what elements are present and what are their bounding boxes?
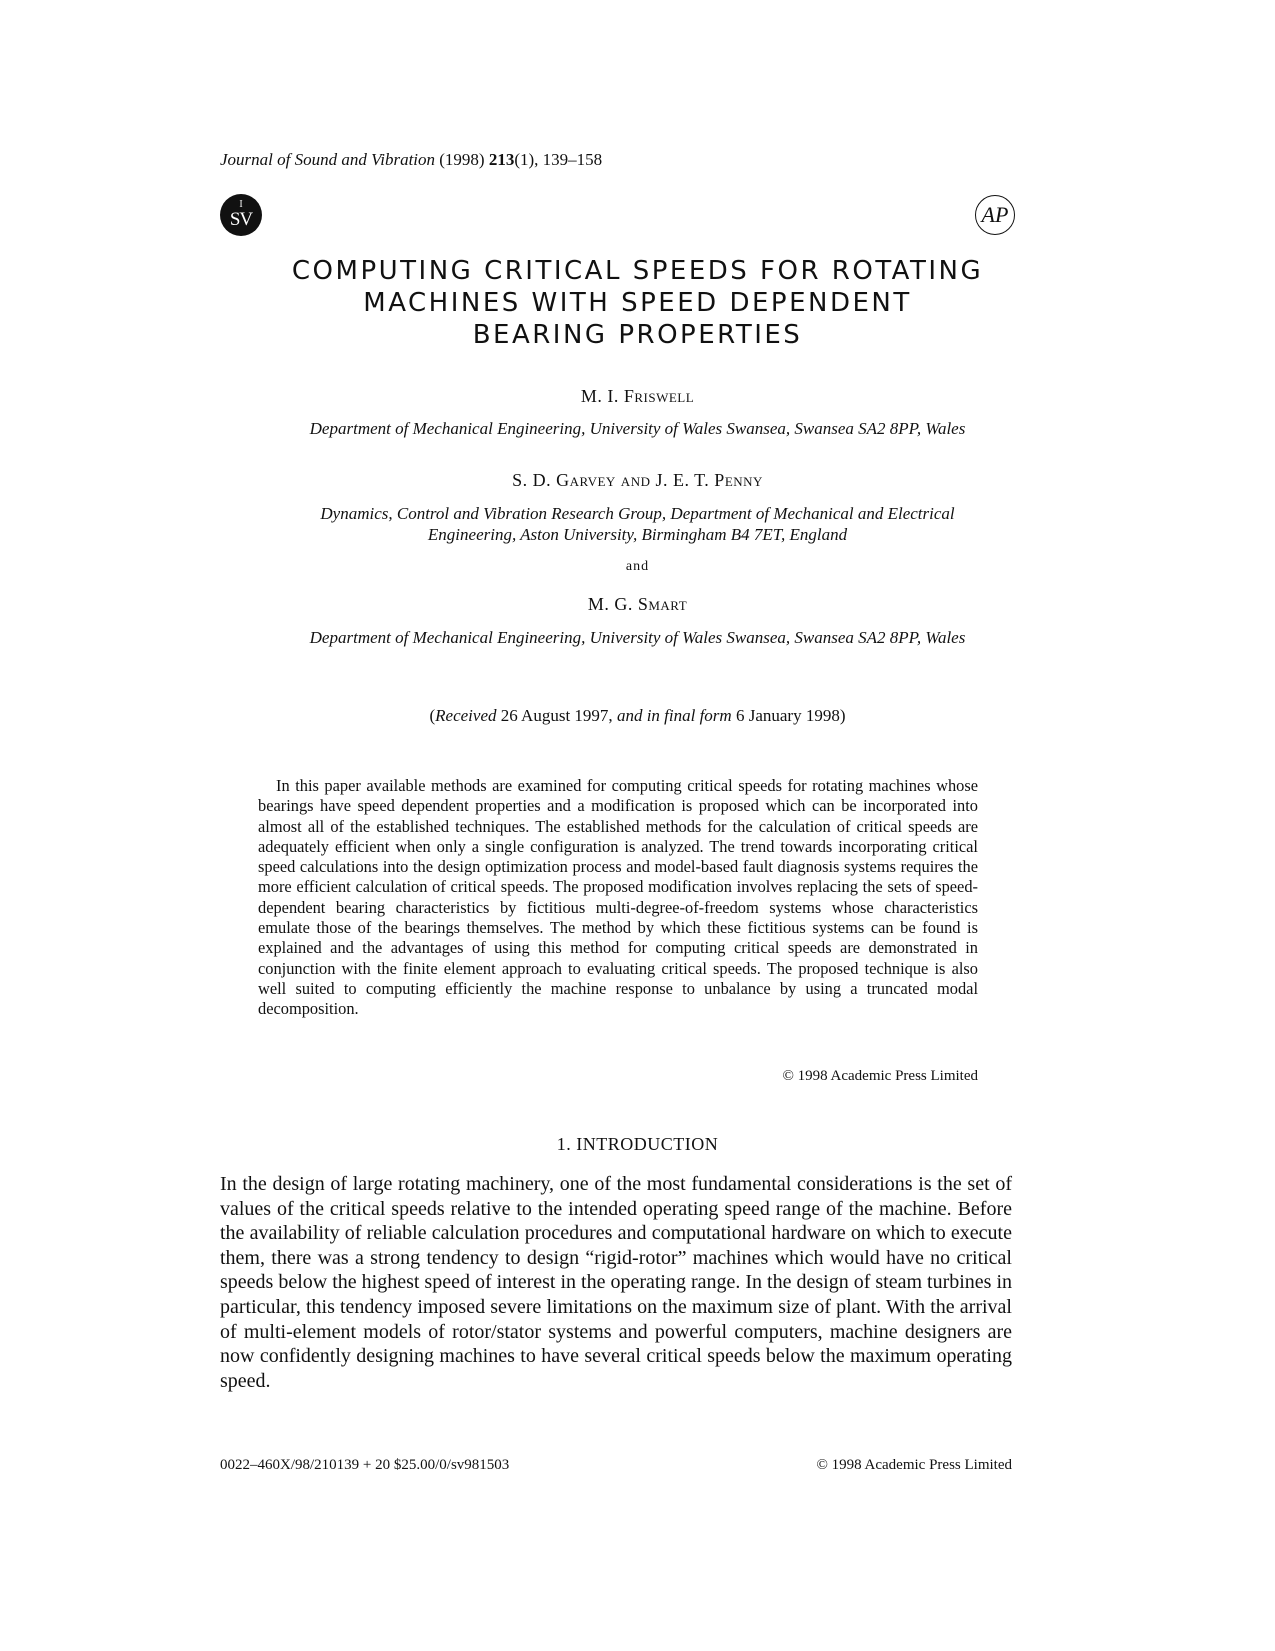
- received-dates: (Received 26 August 1997, and in final form 6 January 1998): [429, 706, 846, 725]
- author-3: M. G. Smart: [587, 594, 688, 614]
- received-date: 26 August 1997,: [496, 706, 617, 725]
- journal-citation: [220, 150, 602, 170]
- sv-logo-letters: SV: [229, 208, 253, 230]
- ap-logo: [975, 195, 1015, 235]
- sv-logo: [220, 194, 262, 236]
- footer-copyright: © 1998 Academic Press Limited: [816, 1457, 1012, 1473]
- final-form-phrase: and in final form: [616, 706, 732, 725]
- abstract-text: In this paper available methods are examined for computing critical speeds for rotating machines whose bearings have speed dependent properties and a modification is proposed which can be incorporated into almost all of the established techniques. The established methods for the calculation of critical speeds are adequately efficient when only a single configuration is analyzed. The trend towards incorporating critical speed calculations into the design optimization process and model-based fault diagnosis systems requires the more efficient calculation of critical speeds. The proposed modification involves replacing the sets of speed-dependent bearing characteristics by fictitious multi-degree-of-freedom systems whose characteristics emulate those of the bearings themselves. The method by which these fictitious systems can be found is explained and the advantages of using this method for computing critical speeds are demonstrated in conjunction with the finite element approach to evaluating critical speeds. The proposed technique is also well suited to computing efficiently the machine response to unbalance by using a truncated modal decomposition.: [258, 776, 978, 1019]
- journal-issue-pages: (1), 139–158: [514, 150, 603, 169]
- ap-logo-letters: AP: [981, 202, 1009, 227]
- final-date: 6 January 1998: [731, 706, 840, 725]
- footer-code: 0022–460X/98/210139 + 20 $25.00/0/sv981503: [220, 1457, 510, 1473]
- paper-title: [220, 255, 1055, 351]
- author-2-affiliation: Dynamics, Control and Vibration Research Group, Department of Mechanical and Electrical Engineering, Aston University, Birmingham B4 7ET, England: [320, 504, 955, 544]
- sv-logo-top: I: [239, 198, 243, 210]
- title-line: BEARING PROPERTIES: [472, 320, 803, 350]
- journal-year: (1998): [439, 150, 485, 169]
- title-line: COMPUTING CRITICAL SPEEDS FOR ROTATING: [291, 256, 984, 286]
- author-1-affiliation: Department of Mechanical Engineering, University of Wales Swansea, Swansea SA2 8PP, Wales: [309, 419, 966, 438]
- title-line: MACHINES WITH SPEED DEPENDENT: [363, 288, 912, 318]
- received-word: Received: [435, 706, 497, 725]
- body-paragraph: In the design of large rotating machinery, one of the most fundamental considerations is the set of values of the critical speeds relative to the intended operating speed range of the machine. Before the availability of reliable calculation procedures and computational hardware on which to execute them, there was a strong tendency to design “rigid-rotor” machines which would have no critical speeds below the highest speed of interest in the operating range. In the design of steam turbines in particular, this tendency imposed severe limitations on the maximum size of plant. With the arrival of multi-element models of rotor/stator systems and powerful computers, machine designers are now confidently designing machines to have several critical speeds below the maximum operating speed.: [220, 1173, 1013, 1392]
- abstract-copyright: © 1998 Academic Press Limited: [782, 1068, 978, 1084]
- author-2: S. D. Garvey and J. E. T. Penny: [512, 470, 763, 490]
- author-3-affiliation: Department of Mechanical Engineering, University of Wales Swansea, Swansea SA2 8PP, Wales: [309, 628, 966, 647]
- journal-volume: 213: [488, 150, 515, 169]
- journal-name: Journal of Sound and Vibration: [220, 150, 436, 169]
- and-separator: and: [625, 559, 650, 574]
- author-1: M. I. Friswell: [580, 386, 695, 406]
- section-heading: 1. INTRODUCTION: [556, 1134, 719, 1154]
